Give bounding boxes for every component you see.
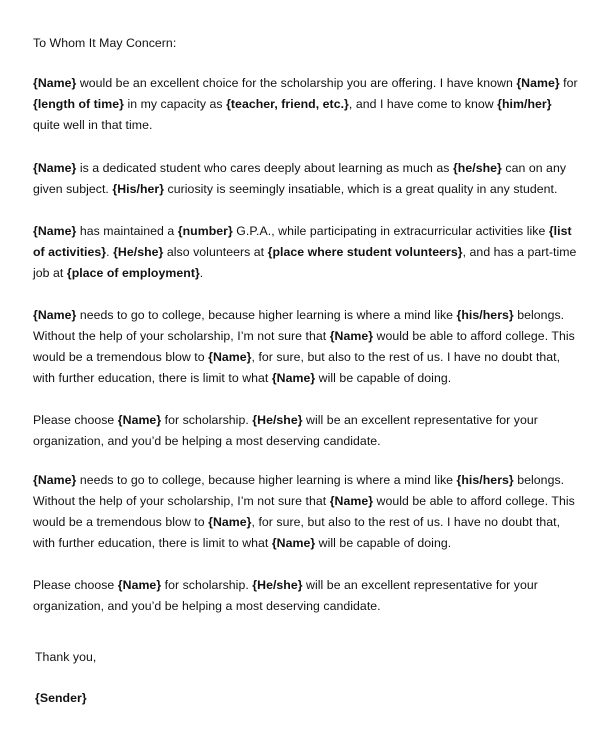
placeholder-field: {Name} xyxy=(117,578,162,592)
placeholder-field: {Name} xyxy=(33,473,77,487)
body-text: has maintained a xyxy=(76,224,178,238)
placeholder-field: {his/hers} xyxy=(456,473,514,487)
placeholder-field: {Name} xyxy=(271,371,316,385)
body-text: , for sure, but also to the rest of us. I have no doubt that, with further education, there is limit to what xyxy=(33,350,561,385)
placeholder-field: {Name} xyxy=(516,76,560,90)
paragraph-3 xyxy=(33,221,578,284)
placeholder-field: {he/she} xyxy=(452,161,502,175)
body-text: will be an excellent representative for your organization, and you’d be helping a most deserving candidate. xyxy=(33,578,538,613)
placeholder-field: {Name} xyxy=(33,308,77,322)
placeholder-field: {Name} xyxy=(33,161,77,175)
salutation: To Whom It May Concern: xyxy=(33,36,177,50)
paragraph-5 xyxy=(33,410,578,452)
body-text: would be able to afford college. This would be a tremendous blow to xyxy=(33,329,575,364)
placeholder-field: {Name} xyxy=(329,329,374,343)
body-text: , and I have come to know xyxy=(348,97,498,111)
body-text: for scholarship. xyxy=(161,413,253,427)
placeholder-field: {place where student volunteers} xyxy=(267,245,463,259)
placeholder-field: {Name} xyxy=(329,494,374,508)
placeholder-field: {Name} xyxy=(117,413,162,427)
paragraph-2 xyxy=(33,158,578,200)
body-text: G.P.A., while participating in extracurricular activities like xyxy=(232,224,549,238)
placeholder-field: {him/her} xyxy=(497,97,552,111)
body-text: would be able to afford college. This would be a tremendous blow to xyxy=(33,494,575,529)
body-text: will be capable of doing. xyxy=(315,371,452,385)
body-text: needs to go to college, because higher learning is where a mind like xyxy=(76,308,457,322)
body-text: in my capacity as xyxy=(123,97,227,111)
paragraph-6 xyxy=(33,470,578,554)
placeholder-field: {Name} xyxy=(208,350,252,364)
sender-placeholder: {Sender} xyxy=(35,691,87,705)
paragraph-1 xyxy=(33,73,578,136)
body-text: belongs. Without the help of your scholarship, I’m not sure that xyxy=(33,308,565,343)
body-text: Please choose xyxy=(33,578,118,592)
paragraph-7 xyxy=(33,575,578,617)
body-text: , and has a part-time job at xyxy=(33,245,577,280)
body-text: also volunteers at xyxy=(163,245,268,259)
body-text: quite well in that time. xyxy=(33,118,153,132)
body-text: . xyxy=(199,266,204,280)
placeholder-field: {He/she} xyxy=(252,413,303,427)
body-text: , for sure, but also to the rest of us. I have no doubt that, with further education, there is limit to what xyxy=(33,515,561,550)
placeholder-field: {Name} xyxy=(33,76,77,90)
body-text: needs to go to college, because higher learning is where a mind like xyxy=(76,473,457,487)
body-text: will be an excellent representative for your organization, and you’d be helping a most deserving candidate. xyxy=(33,413,538,448)
placeholder-field: {teacher, friend, etc.} xyxy=(226,97,349,111)
placeholder-field: {place of employment} xyxy=(66,266,200,280)
body-text: belongs. Without the help of your scholarship, I’m not sure that xyxy=(33,473,565,508)
sender-signature xyxy=(35,688,580,709)
body-text: curiosity is seemingly insatiable, which is a great quality in any student. xyxy=(164,182,558,196)
placeholder-field: {length of time} xyxy=(33,97,124,111)
body-text: for scholarship. xyxy=(161,578,253,592)
body-text: can on any given subject. xyxy=(33,161,567,196)
placeholder-field: {number} xyxy=(177,224,233,238)
body-text: would be an excellent choice for the scholarship you are offering. I have known xyxy=(76,76,517,90)
body-text: is a dedicated student who cares deeply about learning as much as xyxy=(76,161,453,175)
paragraph-4 xyxy=(33,305,578,389)
placeholder-field: {He/she} xyxy=(252,578,303,592)
closing: Thank you, xyxy=(35,650,97,664)
body-text: for xyxy=(559,76,578,90)
placeholder-field: {Name} xyxy=(208,515,252,529)
placeholder-field: {His/her} xyxy=(112,182,165,196)
body-text: will be capable of doing. xyxy=(315,536,452,550)
body-text: . xyxy=(106,245,114,259)
placeholder-field: {Name} xyxy=(33,224,77,238)
body-text: Please choose xyxy=(33,413,118,427)
placeholder-field: {list of activities} xyxy=(33,224,572,259)
placeholder-field: {He/she} xyxy=(113,245,164,259)
placeholder-field: {Name} xyxy=(271,536,316,550)
placeholder-field: {his/hers} xyxy=(456,308,514,322)
